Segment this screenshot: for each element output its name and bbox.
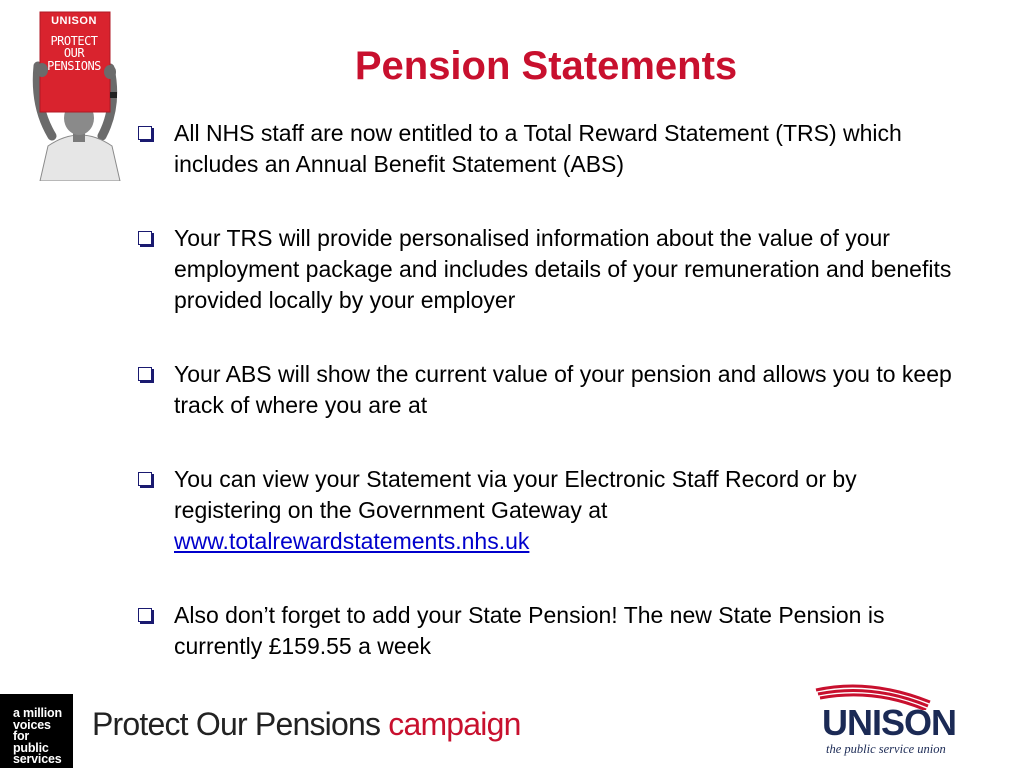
million-line: for <box>13 729 30 743</box>
bullet-item <box>136 118 956 180</box>
million-line: services <box>13 752 62 766</box>
bullet-text: All NHS staff are now entitled to a Total Reward Statement (TRS) which includes an Annual Benefit Statement (ABS) <box>174 120 902 177</box>
bullet-text: Also don’t forget to add your State Pension! The new State Pension is currently £159.55 a week <box>174 602 885 659</box>
million-line: public <box>13 740 49 755</box>
unison-wordmark: UNISON <box>822 702 957 743</box>
placard-line-2: OUR <box>63 46 85 61</box>
million-line: voices <box>13 717 51 732</box>
placard-brand: UNISON <box>51 15 97 27</box>
million-voices-logo <box>0 694 73 768</box>
bullet-item <box>136 600 956 662</box>
checkbox-bullet-icon <box>138 608 152 622</box>
bullet-list <box>136 118 956 705</box>
campaign-name: Protect Our Pensions <box>92 706 381 742</box>
protester-illustration <box>30 6 138 181</box>
million-line: a million <box>13 706 62 720</box>
checkbox-bullet-icon <box>138 472 152 486</box>
bullet-item <box>136 359 956 421</box>
bullet-text: You can view your Statement via your Electronic Staff Record or by registering on the Government Gateway at <box>174 466 857 523</box>
campaign-banner <box>92 704 521 744</box>
checkbox-bullet-icon <box>138 231 152 245</box>
placard-line-1: PROTECT <box>50 33 98 48</box>
trs-website-link[interactable]: www.totalrewardstatements.nhs.uk <box>174 528 530 554</box>
unison-tagline: the public service union <box>826 742 946 756</box>
placard-text <box>40 16 108 72</box>
placard-line-3: PENSIONS <box>47 58 101 73</box>
bullet-text: Your ABS will show the current value of your pension and allows you to keep track of where you are at <box>174 361 952 418</box>
checkbox-bullet-icon <box>138 367 152 381</box>
bullet-text: Your TRS will provide personalised information about the value of your employment package and includes details of your remuneration and benefits provided locally by your employer <box>174 225 952 313</box>
bullet-item <box>136 464 956 557</box>
slide-title: Pension Statements <box>354 44 738 88</box>
campaign-word: campaign <box>388 706 521 742</box>
checkbox-bullet-icon <box>138 126 152 140</box>
bullet-item <box>136 223 956 316</box>
unison-logo <box>810 680 970 765</box>
